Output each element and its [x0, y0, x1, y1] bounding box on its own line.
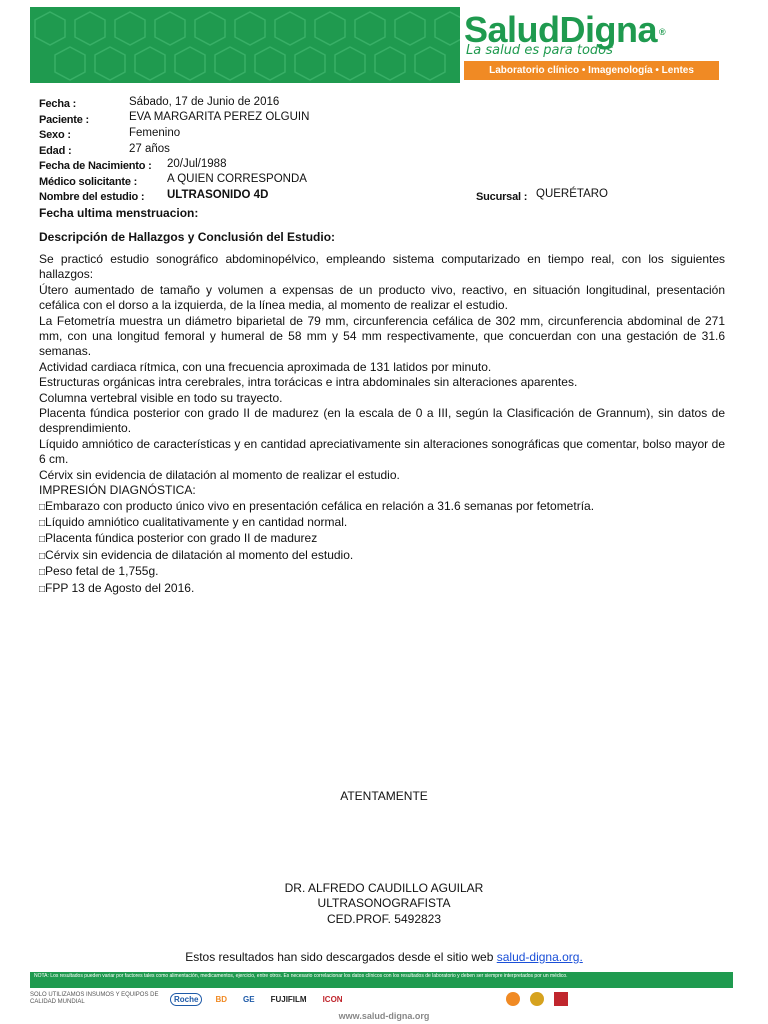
impression-heading: IMPRESIÓN DIAGNÓSTICA:: [39, 483, 196, 498]
doctor-cedula: CED.PROF. 5492823: [326, 912, 442, 926]
impression-item: □ Líquido amniótico cualitativamente y en cantidad normal.: [39, 515, 725, 531]
paragraph: La Fetometría muestra un diámetro biparietal de 79 mm, circunferencia cefálica de 302 mm, circunferencia abdominal de 271 mm, con una longitud femoral y humeral de 58 mm y 54 mm respectivamente, que concuerdan con una gestación de 31.6 semanas.: [39, 313, 725, 359]
pattern-icon: [30, 7, 460, 83]
estudio-value: ULTRASONIDO 4D: [167, 189, 269, 201]
report-header: [30, 7, 733, 83]
sexo-value: Femenino: [129, 127, 181, 139]
paragraph: Columna vertebral visible en todo su trayecto.: [39, 390, 283, 405]
paragraph: Cérvix sin evidencia de dilatación al momento de realizar el estudio.: [39, 467, 400, 482]
paragraph: Se practicó estudio sonográfico abdominopélvico, empleando sistema computarizado en tiempo real, con los siguientes hallazgos:: [39, 252, 725, 282]
insumos-text: SOLO UTILIZAMOS INSUMOS Y EQUIPOS DE CALIDAD MUNDIAL: [30, 992, 159, 1005]
impression-item: □ Placenta fúndica posterior con grado II de madurez: [39, 531, 725, 547]
brand-second: Digna: [559, 9, 658, 50]
section-title: Descripción de Hallazgos y Conclusión del Estudio:: [39, 230, 336, 244]
paciente-value: EVA MARGARITA PEREZ OLGUIN: [129, 111, 310, 123]
paragraph: Líquido amniótico de características y en cantidad apreciativamente sin alteraciones sonográficas que comentar, bolso mayor de 6 cm.: [39, 436, 725, 467]
impression-list: [39, 499, 725, 597]
edad-value: 27 años: [129, 143, 170, 155]
salud-digna-logo: [464, 7, 733, 83]
medico-value: A QUIEN CORRESPONDA: [167, 173, 307, 185]
sexo-label: Sexo :: [39, 129, 71, 141]
download-note: [0, 950, 768, 964]
award-seal-icon: [530, 992, 544, 1006]
doctor-name: DR. ALFREDO CAUDILLO AGUILAR: [284, 881, 484, 895]
partner-logos: [30, 988, 733, 1010]
sucursal-value: QUERÉTARO: [536, 188, 608, 200]
brand-reg: ®: [659, 27, 666, 38]
medico-label: Médico solicitante :: [39, 176, 138, 188]
services-strip: Laboratorio clínico • Imagenología • Lentes: [464, 61, 719, 80]
impression-item: □ Cérvix sin evidencia de dilatación al momento del estudio.: [39, 548, 725, 564]
certification-seal-icon: [506, 992, 520, 1006]
fecha-value: Sábado, 17 de Junio de 2016: [129, 96, 280, 108]
footer-note-bar: NOTA: Los resultados pueden variar por factores tales como alimentación, medicamentos, ejercicio, entre otros. Es necesario correlacionar los datos clínicos con los resultados de laboratorio y deben ser siempre interpretados por un médico.: [30, 972, 733, 988]
closing-text: ATENTAMENTE: [340, 789, 428, 803]
paragraph: Placenta fúndica posterior con grado II de madurez (en la escala de 0 a III, según la Clasificación de Grannum), sin datos de desprendimiento.: [39, 406, 725, 436]
estudio-label: Nombre del estudio :: [39, 191, 145, 203]
nacimiento-value: 20/Jul/1988: [167, 158, 227, 170]
download-text: Estos resultados han sido descargados desde el sitio web: [185, 950, 494, 964]
menstruacion-label: Fecha ultima menstruacion:: [39, 206, 199, 220]
paciente-label: Paciente :: [39, 114, 89, 126]
paragraph: Útero aumentado de tamaño y volumen a expensas de un producto vivo, reactivo, en situación longitudinal, presentación cefálica con el dorso a la izquierda, de la línea media, al momento de realizar el estudio.: [39, 282, 725, 313]
site-link[interactable]: salud-digna.org.: [496, 950, 583, 964]
paragraph: Estructuras orgánicas intra cerebrales, intra torácicas e intra abdominales sin alteraciones aparentes.: [39, 375, 578, 390]
fecha-label: Fecha :: [39, 98, 77, 110]
report-body: [39, 252, 725, 597]
bd-logo: BD: [215, 994, 228, 1004]
edad-label: Edad :: [39, 145, 72, 157]
icon-logo: ICON: [322, 994, 343, 1004]
doctor-role: ULTRASONOGRAFISTA: [317, 896, 451, 910]
brand-first: Salud: [464, 9, 560, 50]
institution-seal-icon: [554, 992, 568, 1006]
roche-logo: Roche: [170, 993, 202, 1006]
brand-tagline: La salud es para todos: [466, 43, 613, 58]
paragraph: Actividad cardiaca rítmica, con una frecuencia aproximada de 131 latidos por minuto.: [39, 359, 492, 374]
impression-item: □ Embarazo con producto único vivo en presentación cefálica en relación a 31.6 semanas por fetometría.: [39, 499, 725, 515]
fujifilm-logo: FUJIFILM: [270, 994, 307, 1004]
footer-site: www.salud-digna.org: [338, 1011, 430, 1021]
ge-logo: GE: [243, 994, 255, 1004]
sucursal-label: Sucursal :: [476, 191, 528, 203]
nacimiento-label: Fecha de Nacimiento :: [39, 160, 152, 172]
impression-item: □ FPP 13 de Agosto del 2016.: [39, 581, 725, 597]
header-banner: [30, 7, 460, 83]
impression-item: □ Peso fetal de 1,755g.: [39, 564, 725, 580]
